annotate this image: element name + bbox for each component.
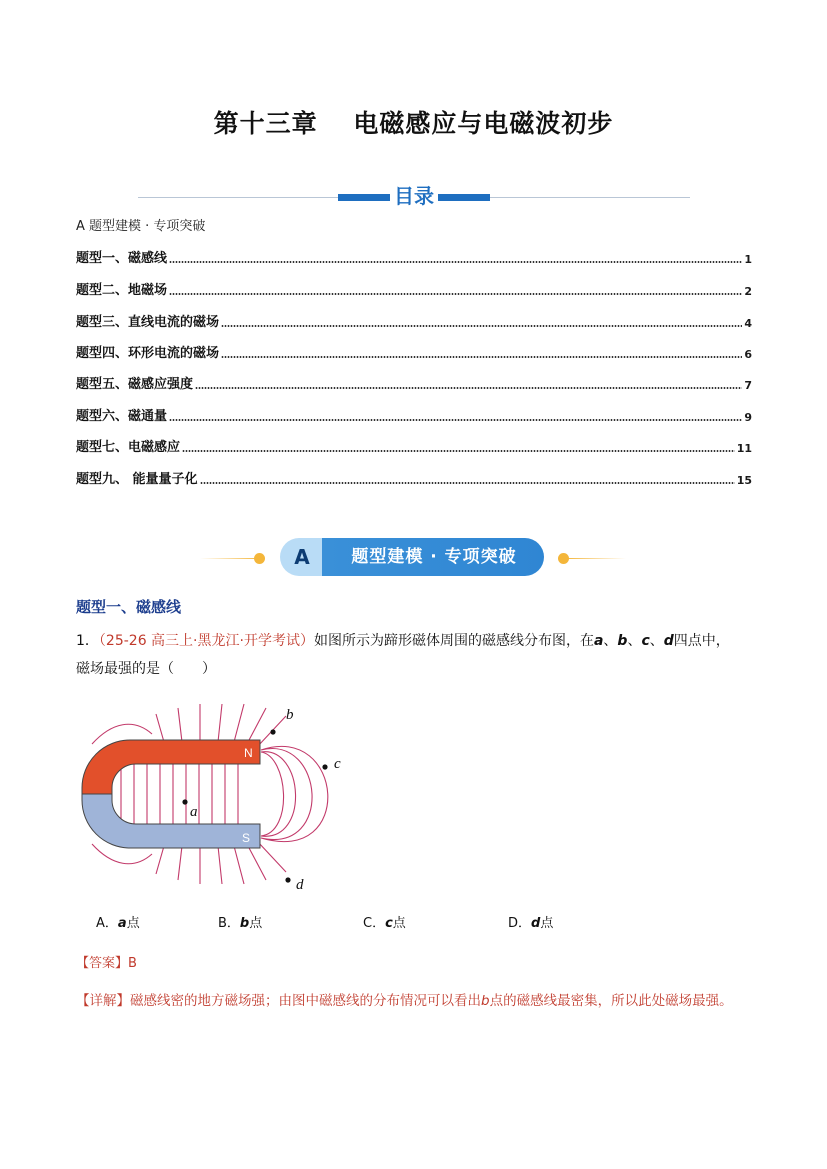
pole-label-n: N [244, 746, 253, 760]
toc-entry[interactable] [76, 343, 752, 361]
outer-field-lines [261, 746, 328, 841]
banner-dot-left [254, 553, 265, 564]
toc-subheading: A 题型建模 · 专项突破 [76, 219, 206, 234]
toc-entry-label: 题型六、磁通量 [76, 409, 168, 424]
detail-label: 【详解】 [76, 993, 130, 1009]
point-label-a: a [593, 633, 604, 649]
inner-field-lines [121, 758, 238, 830]
point-label-b: b [617, 633, 628, 649]
magnet-s-arm [82, 794, 260, 848]
toc-entry[interactable] [76, 248, 752, 266]
magnet-n-arm [82, 740, 260, 794]
toc-leader [221, 356, 742, 358]
page-title: 第十三章 电磁感应与电磁波初步 [213, 109, 614, 138]
toc-entry[interactable] [76, 406, 752, 424]
toc-entry[interactable] [76, 280, 752, 298]
answer-label: 【答案】 [76, 956, 129, 971]
section-banner [200, 536, 630, 580]
toc-entry-page: 11 [736, 442, 752, 455]
detail-point: b [481, 993, 490, 1009]
banner-text: 题型建模 · 专项突破 [351, 547, 517, 567]
separator: 、 [603, 633, 618, 649]
option-prefix: C． [363, 916, 386, 931]
point-a-dot [182, 799, 187, 804]
point-c-dot [322, 764, 327, 769]
option-letter: b [239, 916, 250, 931]
toc-leader [200, 482, 735, 484]
point-b-dot [270, 729, 275, 734]
toc-entry-page: 1 [744, 253, 752, 266]
point-d-dot [285, 877, 290, 882]
toc-leader [169, 293, 742, 295]
question-text-after: 四点中， [673, 633, 730, 649]
point-b-label: b [286, 707, 294, 723]
question-source: （25-26 高三上·黑龙江·开学考试） [98, 633, 314, 649]
option-prefix: D． [508, 916, 532, 931]
explanation [76, 987, 756, 1015]
toc-entry-label: 题型二、地磁场 [76, 283, 168, 298]
banner-letter: A [294, 545, 310, 569]
banner-rule-left [200, 558, 260, 559]
toc-entry-page: 6 [744, 348, 752, 361]
detail-text-after: 点的磁感线最密集，所以此处磁场最强。 [489, 993, 733, 1009]
toc-leader [195, 387, 742, 389]
question-number: 1． [76, 633, 99, 649]
toc-entry-label: 题型四、环形电流的磁场 [76, 346, 220, 361]
question-1 [76, 627, 756, 683]
option-a[interactable] [96, 912, 140, 931]
option-letter: c [385, 916, 393, 931]
question-text: 如图所示为蹄形磁体周围的磁感线分布图，在 [313, 633, 594, 649]
question-line-1 [76, 627, 756, 655]
toc-entry[interactable] [76, 374, 752, 392]
toc-entry-label: 题型一、磁感线 [76, 251, 168, 266]
toc-entry-page: 4 [744, 317, 752, 330]
option-prefix: A． [96, 916, 118, 931]
toc-entry[interactable] [76, 437, 752, 455]
toc-leader [169, 419, 742, 421]
field-lines [92, 704, 328, 884]
option-suffix: 点 [126, 916, 140, 931]
answer-value: B [128, 956, 137, 971]
toc-leader [182, 450, 735, 452]
banner-rule-right [566, 558, 626, 559]
option-letter: d [531, 916, 541, 931]
option-prefix: B． [218, 916, 240, 931]
question-line-2: 磁场最强的是（ ） [76, 661, 216, 677]
option-d[interactable] [508, 912, 553, 931]
toc-entry-label: 题型三、直线电流的磁场 [76, 315, 220, 330]
point-d-label: d [296, 877, 304, 893]
toc-heading: 目录 [394, 184, 434, 208]
point-a-label: a [190, 804, 198, 820]
toc-entry-label: 题型九、 能量量子化 [76, 472, 198, 487]
option-suffix: 点 [249, 916, 263, 931]
toc-entry-label: 题型七、电磁感应 [76, 440, 181, 455]
magnet-field-diagram [72, 694, 362, 896]
toc-entry-label: 题型五、磁感应强度 [76, 377, 194, 392]
toc-entry-page: 7 [744, 379, 752, 392]
point-label-d: d [663, 633, 674, 649]
toc-entry[interactable] [76, 312, 752, 330]
toc-entry[interactable] [76, 469, 752, 487]
pole-label-s: S [242, 831, 251, 845]
toc-entry-page: 15 [736, 474, 752, 487]
toc-entry-page: 9 [744, 411, 752, 424]
toc-entry-page: 2 [744, 285, 752, 298]
option-c[interactable] [363, 912, 406, 931]
toc-leader [169, 261, 742, 263]
point-c-label: c [334, 756, 341, 772]
option-suffix: 点 [540, 916, 554, 931]
answer [76, 952, 137, 971]
section-heading: 题型一、磁感线 [76, 598, 182, 616]
option-suffix: 点 [392, 916, 406, 931]
separator: 、 [649, 633, 664, 649]
separator: 、 [627, 633, 642, 649]
toc-header [138, 180, 690, 210]
detail-text: 磁感线密的地方磁场强；由图中磁感线的分布情况可以看出 [130, 993, 481, 1009]
option-letter: a [117, 916, 127, 931]
point-label-c: c [641, 633, 650, 649]
option-b[interactable] [218, 912, 262, 931]
toc-leader [221, 325, 742, 327]
